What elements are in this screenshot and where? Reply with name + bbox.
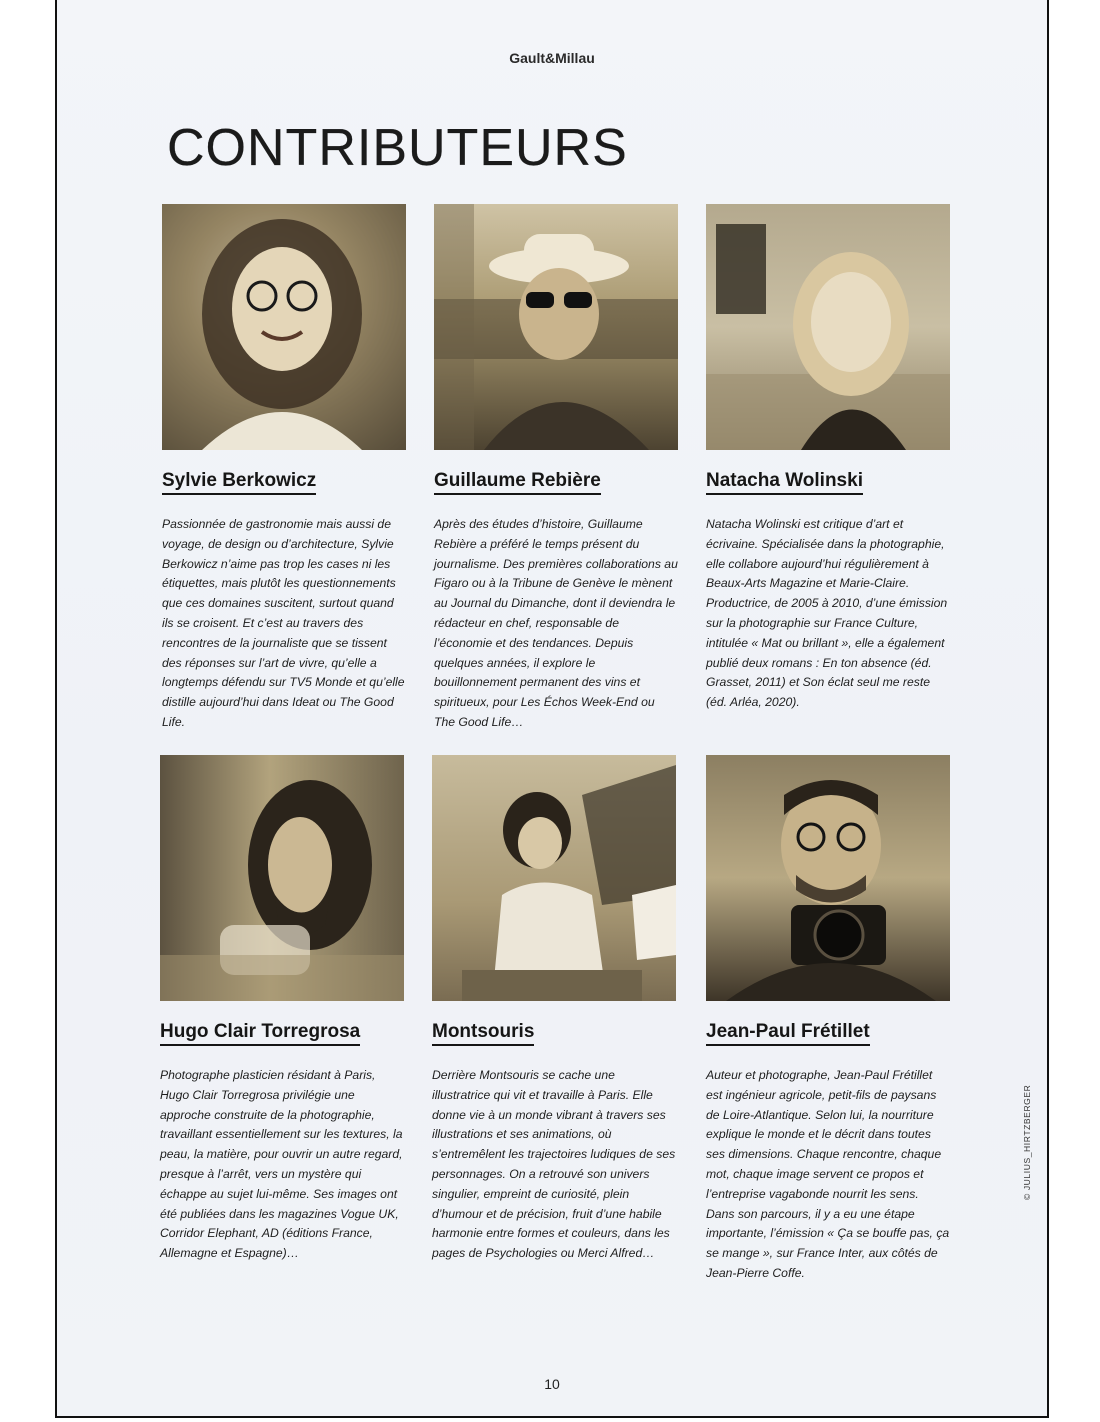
brand-label: Gault&Millau — [509, 50, 595, 66]
contributor-photo — [434, 204, 678, 450]
portrait-illustration — [706, 755, 950, 1001]
contributor-card — [434, 204, 678, 733]
portrait-illustration — [706, 204, 950, 450]
contributor-card — [706, 204, 950, 713]
contributor-name: Natacha Wolinski — [706, 470, 863, 495]
contributor-card — [432, 755, 676, 1264]
portrait-illustration — [432, 755, 676, 1001]
photo-credit: © JULIUS_HIRTZBERGER — [1022, 1084, 1032, 1200]
contributor-bio: Natacha Wolinski est critique d’art et écrivaine. Spécialisée dans la photographie, elle collabore aujourd’hui régulièrement à Beaux-Arts Magazine et Marie-Claire. Productrice, de 2005 à 2010, d’une émission sur la photographie sur France Culture, intitulée « Mat ou brillant », elle a également publié deux romans : En ton absence (éd. Grasset, 2011) et Son éclat seul me reste (éd. Arléa, 2020). — [706, 517, 948, 710]
page-title: CONTRIBUTEURS — [167, 119, 628, 177]
contributor-name: Guillaume Rebière — [434, 470, 601, 495]
contributor-name: Sylvie Berkowicz — [162, 470, 316, 495]
contributor-name: Jean-Paul Frétillet — [706, 1021, 870, 1046]
contributor-photo — [162, 204, 406, 450]
contributor-photo — [432, 755, 676, 1001]
portrait-illustration — [162, 204, 406, 450]
contributor-bio: Après des études d’histoire, Guillaume Rebière a préféré le temps présent du journalisme. Des premières collaborations au Figaro ou à la Tribune de Genève le mènent au Journal du Dimanche, dont il deviendra le rédacteur en chef, responsable de l’économie et des tendances. Depuis quelques années, il explore le bouillonnement permanent des vins et spiritueux, pour Les Échos Week-End ou The Good Life… — [434, 517, 678, 729]
contributor-card — [162, 204, 406, 733]
magazine-page — [55, 0, 1049, 1418]
portrait-illustration — [160, 755, 404, 1001]
contributor-card — [160, 755, 404, 1264]
contributor-name: Hugo Clair Torregrosa — [160, 1021, 360, 1046]
portrait-illustration — [434, 204, 678, 450]
contributor-name: Montsouris — [432, 1021, 534, 1046]
contributor-photo — [160, 755, 404, 1001]
contributor-bio: Photographe plasticien résidant à Paris, Hugo Clair Torregrosa privilégie une approche construite de la photographie, travaillant essentiellement sur les textures, la peau, la matière, pour ouvrir un autre regard, presque à l’arrêt, vers un mystère qui échappe au sujet lui-même. Ses images ont été publiées dans les magazines Vogue UK, Corridor Elephant, AD (éditions France, Allemagne et Espagne)… — [160, 1068, 403, 1261]
contributor-card — [706, 755, 950, 1284]
contributor-photo — [706, 204, 950, 450]
contributor-bio: Derrière Montsouris se cache une illustratrice qui vit et travaille à Paris. Elle donne vie à un monde vibrant à travers ses illustrations et ses animations, où s’entremêlent les trajectoires ludiques de ses personnages. On a retrouvé son univers singulier, empreint de curiosité, plein d’humour et de précision, fruit d’une habile harmonie entre formes et couleurs, dans les pages de Psychologies ou Merci Alfred… — [432, 1068, 676, 1261]
contributor-bio: Auteur et photographe, Jean-Paul Frétillet est ingénieur agricole, petit-fils de paysans de Loire-Atlantique. Selon lui, la nourriture explique le monde et le décrit dans toutes ses dimensions. Chaque rencontre, chaque mot, chaque image servent ce propos et l’entreprise vagabonde nourrit les sens. Dans son parcours, il y a eu une étape importante, l’émission « Ça se bouffe pas, ça se mange », sur France Inter, aux côtés de Jean-Pierre Coffe. — [706, 1068, 950, 1280]
contributor-photo — [706, 755, 950, 1001]
page-number: 10 — [544, 1376, 560, 1392]
contributor-bio: Passionnée de gastronomie mais aussi de voyage, de design ou d’architecture, Sylvie Berkowicz n’aime pas trop les cases ni les étiquettes, mais plutôt les questionnements que ces domaines suscitent, surtout quand ils se croisent. Et c’est au travers des rencontres de la journaliste que se tissent des réponses sur l’art de vivre, qu’elle a longtemps défendu sur TV5 Monde et qu’elle distille aujourd’hui dans Ideat ou The Good Life. — [162, 517, 405, 729]
